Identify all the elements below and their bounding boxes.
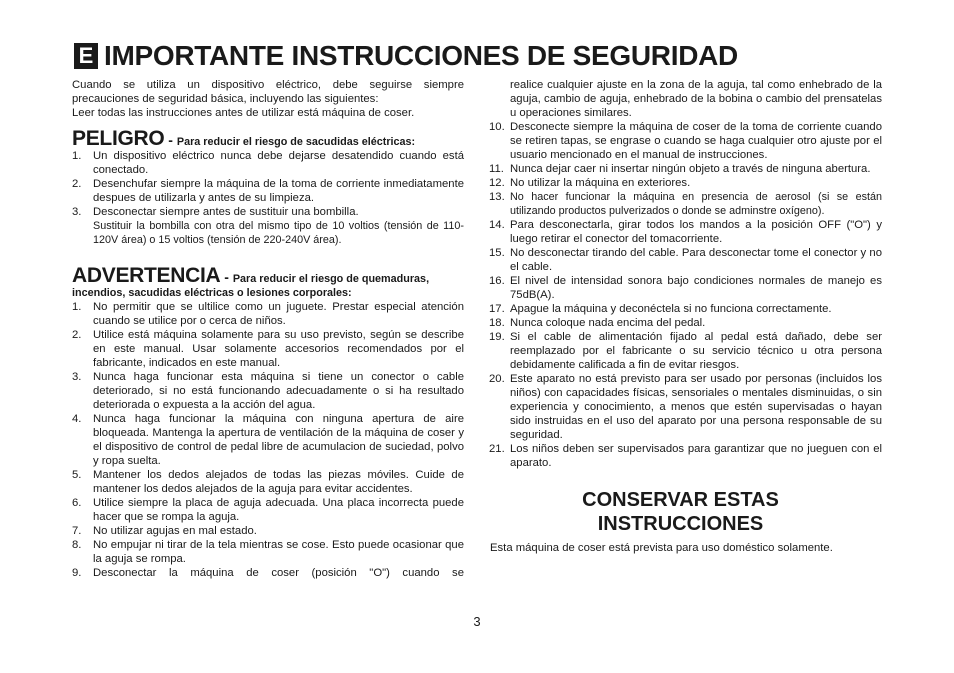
item-text: Nunca haga funcionar la máquina con ninguna apertura de aire bloqueada. Mantenga la apertura de ventilación de la máquina de coser y el dispositivo de control de pedal libre de acumulacion de suciedad, polvo y ropa suelta. — [93, 413, 464, 467]
advertencia-dash: - — [220, 269, 233, 285]
item-number: 11. — [489, 163, 504, 175]
item-text: Utilice está máquina solamente para su uso previsto, según se describe en este manual. Usar solamente accesorios recomendados por el fabricante, indicados en este manual. — [93, 329, 464, 369]
item-9-continuation: realice cualquier ajuste en la zona de la aguja, tal como enhebrado de la aguja, cambio de aguja, enhebrado de la bobina o cambio del prensatelas u operaciones similares. — [510, 79, 882, 119]
item-text: Nunca haga funcionar esta máquina si tiene un conector o cable deteriorado, si no está funcionando adecuadamente o si ha resultado deteriorada o expuesta a la acción del agua. — [93, 371, 464, 411]
advertencia-heading — [72, 264, 464, 287]
item-number: 13. — [489, 191, 505, 203]
advertencia-list-continued — [489, 120, 882, 470]
item-text: Un dispositivo eléctrico nunca debe dejarse desatendido cuando está conectado. — [93, 150, 464, 176]
item-number: 5. — [72, 469, 82, 481]
item-text: Desconectar la máquina de coser (posición "O") cuando se — [93, 567, 464, 579]
intro-paragraph: Cuando se utiliza un dispositivo eléctrico, debe seguirse siempre precauciones de seguridad básica, incluyendo las siguientes: — [72, 79, 464, 105]
item-text: Apague la máquina y deconéctela si no funciona correctamente. — [510, 303, 832, 315]
item-text: No utilizar agujas en mal estado. — [93, 525, 257, 537]
page-title: IMPORTANTE INSTRUCCIONES DE SEGURIDAD — [104, 40, 738, 71]
item-number: 10. — [489, 121, 505, 133]
item-number: 14. — [489, 219, 505, 231]
language-badge: E — [74, 43, 98, 69]
list-item — [72, 300, 464, 328]
item-text: Los niños deben ser supervisados para garantizar que no jueguen con el aparato. — [510, 443, 882, 469]
item-text: Este aparato no está previsto para ser usado por personas (incluidos los niños) con capacidades físicas, sensoriales o mentales disminuidas, o sin experiencia y conocimiento, a menos que estén supervisadas o hayan sido instruidas en el uso del aparato por una persona responsable de su seguridad. — [510, 373, 882, 441]
right-column — [489, 78, 882, 555]
item-number: 18. — [489, 317, 505, 329]
item-text: Si el cable de alimentación fijado al pedal está dañado, debe ser reemplazado por el fabricante o su servicio técnico u otra persona debidamente calificada a fin de evitar riesgos. — [510, 331, 882, 371]
item-text: No permitir que se ultilice como un juguete. Prestar especial atención cuando se utilice por o cerca de niños. — [93, 301, 464, 327]
advertencia-title: ADVERTENCIA — [72, 264, 221, 287]
list-item — [72, 149, 464, 177]
domestic-use-note: Esta máquina de coser está prevista para uso doméstico solamente. — [490, 542, 833, 554]
list-item — [72, 538, 464, 566]
item-number: 12. — [489, 177, 505, 189]
item-text: No empujar ni tirar de la tela mientras se cose. Esto puede ocasionar que la aguja se rompa. — [93, 539, 464, 565]
list-item — [489, 330, 882, 372]
item-text: Nunca coloque nada encima del pedal. — [510, 317, 706, 329]
item-number: 3. — [72, 206, 82, 218]
item-text: Desenchufar siempre la máquina de la toma de corriente inmediatamente despues de utilizarla y antes de su limpieza. — [93, 178, 464, 204]
advertencia-subtitle-a: Para reducir el riesgo de quemaduras, — [232, 273, 430, 285]
list-item — [72, 328, 464, 370]
list-item — [489, 372, 882, 442]
item-number: 2. — [72, 178, 82, 190]
item-number: 3. — [72, 371, 82, 383]
item-number: 2. — [72, 329, 82, 341]
item-number: 16. — [489, 275, 505, 287]
item-number: 8. — [72, 539, 82, 551]
list-item — [489, 274, 882, 302]
list-item — [72, 205, 464, 219]
item-number: 4. — [72, 413, 82, 425]
peligro-subtitle: Para reducir el riesgo de sacudidas eléctricas: — [176, 136, 416, 148]
list-item — [72, 566, 464, 580]
list-item — [489, 246, 882, 274]
item-number: 1. — [72, 150, 82, 162]
item-number: 7. — [72, 525, 82, 537]
conservar-line-1: CONSERVAR ESTAS — [582, 489, 779, 511]
list-item — [72, 524, 464, 538]
item-text: Para desconectarla, girar todos los mandos a la posición OFF ("O") y luego retirar el conector del tomacorriente. — [510, 219, 882, 245]
item-number: 9. — [72, 567, 82, 579]
item-text: Nunca dejar caer ni insertar ningún objeto a través de ninguna abertura. — [510, 163, 871, 175]
list-item — [72, 370, 464, 412]
left-column — [72, 78, 464, 580]
peligro-dash: - — [164, 132, 177, 148]
peligro-title: PELIGRO — [72, 127, 165, 150]
list-item — [489, 442, 882, 470]
item-text: No desconectar tirando del cable. Para desconectar tome el conector y no el cable. — [510, 247, 882, 273]
conservar-heading — [479, 488, 882, 536]
list-item — [489, 120, 882, 162]
peligro-heading — [72, 127, 464, 150]
intro-read-instructions: Leer todas las instrucciones antes de utilizar está máquina de coser. — [72, 107, 415, 119]
item-text: Mantener los dedos alejados de todas las piezas móviles. Cuide de mantener los dedos alejados de la aguja para evitar accidentes. — [93, 469, 464, 495]
peligro-list — [72, 149, 464, 219]
item-text: El nivel de intensidad sonora bajo condiciones normales de manejo es 75dB(A). — [510, 275, 882, 301]
item-number: 6. — [72, 497, 82, 509]
item-text: No hacer funcionar la máquina en presencia de aerosol (si se están utilizando productos pulverizados o donde se adminstre oxígeno). — [510, 191, 882, 217]
item-number: 20. — [489, 373, 505, 385]
item-number: 1. — [72, 301, 82, 313]
list-item — [72, 496, 464, 524]
list-item — [489, 162, 882, 176]
list-item — [72, 177, 464, 205]
list-item — [72, 412, 464, 468]
list-item — [72, 468, 464, 496]
list-item — [489, 176, 882, 190]
list-item — [489, 316, 882, 330]
item-number: 17. — [489, 303, 505, 315]
title-row — [74, 40, 738, 72]
list-item — [489, 302, 882, 316]
advertencia-subtitle-b: incendios, sacudidas eléctricas o lesiones corporales: — [72, 287, 352, 299]
bulb-note: Sustituir la bombilla con otra del mismo tipo de 10 voltios (tensión de 110-120V área) o 15 voltios (tensión de 220-240V área). — [93, 220, 464, 246]
list-item — [489, 218, 882, 246]
item-text: No utilizar la máquina en exteriores. — [510, 177, 691, 189]
item-text: Desconectar siempre antes de sustituir una bombilla. — [93, 206, 359, 218]
item-number: 15. — [489, 247, 505, 259]
item-text: Desconecte siempre la máquina de coser de la toma de corriente cuando se retiren tapas, se engrase o cuando se haga cualquier otro ajuste por el usuario mencionado en el manual de instrucciones. — [510, 121, 882, 161]
item-number: 21. — [489, 443, 505, 455]
advertencia-list — [72, 300, 464, 580]
conservar-line-2: INSTRUCCIONES — [597, 513, 764, 535]
page-number: 3 — [473, 614, 481, 629]
item-number: 19. — [489, 331, 505, 343]
item-text: Utilice siempre la placa de aguja adecuada. Una placa incorrecta puede hacer que se rompa la aguja. — [93, 497, 464, 523]
list-item — [489, 190, 882, 218]
